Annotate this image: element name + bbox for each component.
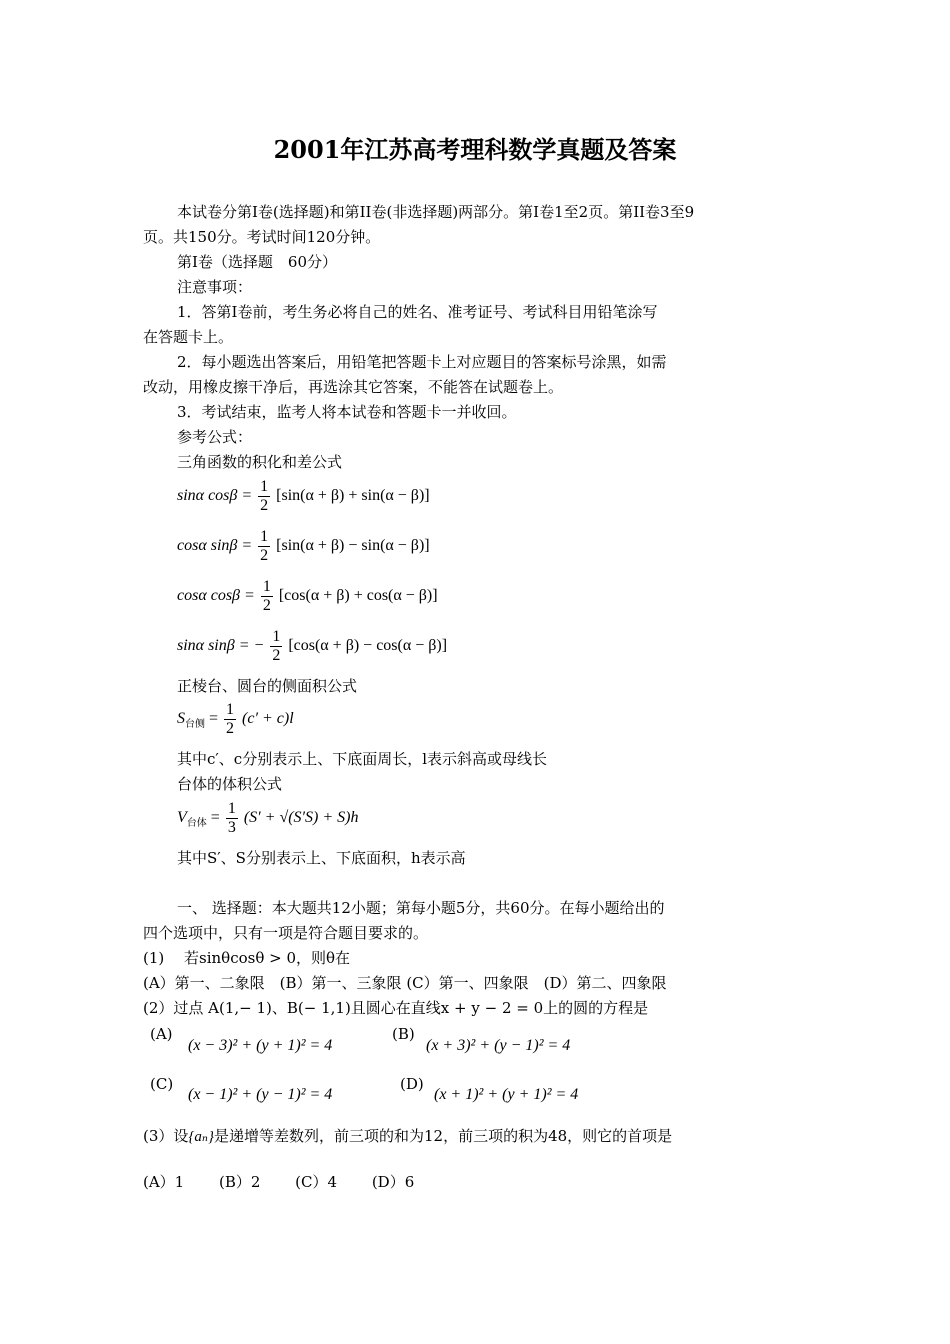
q3-stem: (3）设{aₙ}是递增等差数列，前三项的和为12，前三项的积为48，则它的首项是 (143, 1127, 673, 1145)
volume-formula: $V_{台体}$ = $\frac{1}{3}$ (S′ + √(S′S) + S)h (177, 800, 359, 836)
formula-2-lhs: cosα sinβ = (177, 537, 253, 555)
q2-option-a: (x − 3)² + (y + 1)² = 4 (188, 1037, 333, 1054)
fraction-third: $\frac{1}{3}$ (227, 800, 236, 836)
q2-option-a-label: (A) (150, 1025, 173, 1043)
formula-3-rhs: [cos(α + β) + cos(α − β)] (278, 587, 438, 605)
q2-option-c-label: (C) (150, 1075, 174, 1093)
volume-heading: 台体的体积公式 (177, 775, 283, 793)
q1-options: (A）第一、二象限 (B）第一、三象限 (C）第一、四象限 (D）第二、四象限 (143, 974, 667, 992)
lateral-area-note: 其中c′、c分别表示上、下底面周长，l表示斜高或母线长 (177, 750, 548, 768)
fraction-half: $\frac{1}{2}$ (272, 628, 281, 664)
formula-4-lhs: sinα sinβ = − (177, 637, 265, 655)
lateral-area-formula: $S_{台侧}$ = $\frac{1}{2}$ (c′ + c)l (177, 701, 294, 737)
q3-options: (A）1 (B）2 (C）4 (D）6 (143, 1173, 415, 1191)
q2-stem: (2）过点 A(1,− 1)、B(− 1,1)且圆心在直线x + y − 2 = 0上的圆的方程是 (143, 999, 649, 1017)
frustum-heading: 正棱台、圆台的侧面积公式 (177, 677, 358, 695)
fraction-half: $\frac{1}{2}$ (260, 478, 269, 514)
intro-line-1: 本试卷分第Ⅰ卷(选择题)和第II卷(非选择题)两部分。第Ⅰ卷1至2页。第II卷3至9 (177, 203, 695, 221)
reference-label: 参考公式： (177, 428, 253, 446)
section-1-heading-b: 四个选项中，只有一项是符合题目要求的。 (143, 924, 429, 942)
notice-1b: 在答题卡上。 (143, 328, 234, 346)
notice-label: 注意事项： (177, 278, 253, 296)
fraction-half: $\frac{1}{2}$ (226, 701, 235, 737)
formula-1-rhs: [sin(α + β) + sin(α − β)] (276, 487, 430, 505)
fraction-half: $\frac{1}{2}$ (260, 528, 269, 564)
intro-line-2: 页。共150分。考试时间120分钟。 (143, 228, 381, 246)
formula-3-lhs: cosα cosβ = (177, 587, 255, 605)
sequence-symbol: {aₙ} (188, 1129, 214, 1145)
fraction-half: $\frac{1}{2}$ (262, 578, 271, 614)
q2-option-d-label: (D) (400, 1075, 424, 1093)
part-one-heading: 第Ⅰ卷（选择题 60分） (177, 253, 338, 271)
formula-3 (177, 578, 438, 615)
formula-2 (177, 528, 430, 565)
formula-1 (177, 478, 430, 515)
q2-option-b-label: (B) (392, 1025, 415, 1043)
page-title: 2001年江苏高考理科数学真题及答案 (273, 135, 677, 164)
formula-2-rhs: [sin(α + β) − sin(α − β)] (276, 537, 430, 555)
q2-option-c: (x − 1)² + (y − 1)² = 4 (188, 1086, 333, 1103)
notice-2b: 改动，用橡皮擦干净后，再选涂其它答案，不能答在试题卷上。 (143, 378, 564, 396)
q2-option-d: (x + 1)² + (y + 1)² = 4 (434, 1086, 579, 1103)
notice-1a: 1．答第Ⅰ卷前，考生务必将自己的姓名、准考证号、考试科目用铅笔涂写 (177, 303, 658, 321)
q2-option-b: (x + 3)² + (y − 1)² = 4 (426, 1037, 571, 1054)
formula-4-rhs: [cos(α + β) − cos(α − β)] (288, 637, 448, 655)
formula-1-lhs: sinα cosβ = (177, 487, 253, 505)
q1-stem: (1) 若sinθcosθ > 0，则θ在 (143, 949, 351, 967)
section-1-heading-a: 一、 选择题：本大题共12小题；第每小题5分，共60分。在每小题给出的 (177, 899, 665, 917)
trig-heading: 三角函数的积化和差公式 (177, 453, 343, 471)
volume-note: 其中S′、S分别表示上、下底面积，h表示高 (177, 849, 466, 867)
notice-2a: 2．每小题选出答案后，用铅笔把答题卡上对应题目的答案标号涂黑，如需 (177, 353, 667, 371)
formula-4 (177, 628, 447, 665)
notice-3: 3．考试结束，监考人将本试卷和答题卡一并收回。 (177, 403, 517, 421)
